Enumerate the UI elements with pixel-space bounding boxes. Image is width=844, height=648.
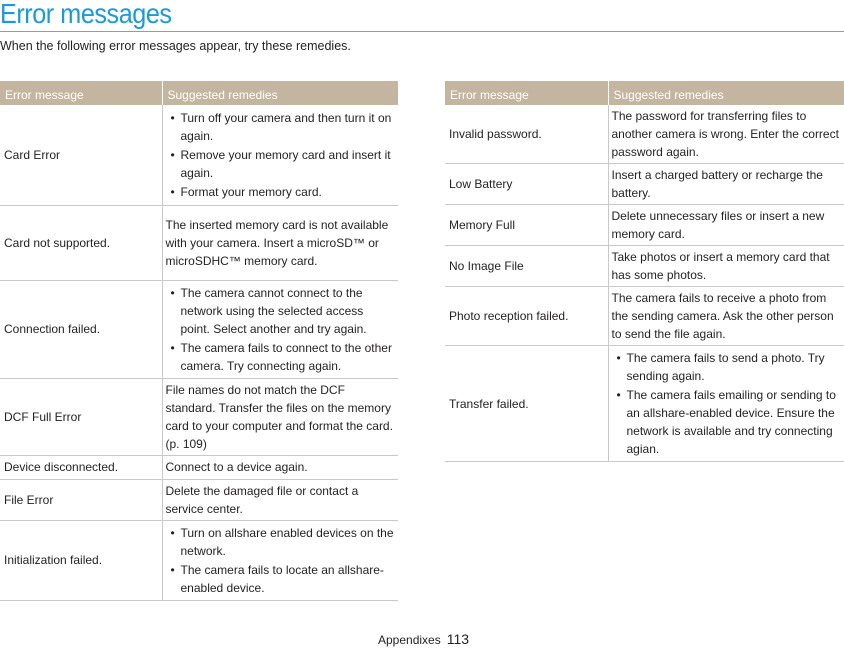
remedy-bullet: • The camera fails to send a photo. Try sending again. <box>612 349 841 385</box>
error-message: Photo reception failed. <box>445 287 608 346</box>
remedy-bullet: • The camera fails to locate an allshare-enabled device. <box>166 561 395 597</box>
suggested-remedy: File names do not match the DCF standard. Transfer the files on the memory card to your computer and format the card. (p. 109) <box>162 378 398 455</box>
error-message: Connection failed. <box>0 280 162 378</box>
table-row <box>0 479 398 520</box>
suggested-remedy <box>162 105 398 205</box>
suggested-remedy: The inserted memory card is not available with your camera. Insert a microSD™ or microSDHC™ memory card. <box>162 205 398 280</box>
page-footer <box>378 631 469 647</box>
error-message: Invalid password. <box>445 105 608 164</box>
error-message: DCF Full Error <box>0 378 162 455</box>
error-message: Low Battery <box>445 164 608 205</box>
suggested-remedy: Connect to a device again. <box>162 455 398 479</box>
error-message: Card Error <box>0 105 162 205</box>
remedy-bullet: • Format your memory card. <box>166 183 395 201</box>
error-message: Card not supported. <box>0 205 162 280</box>
table-row <box>445 246 844 287</box>
error-message: Memory Full <box>445 205 608 246</box>
footer-section-label: Appendixes <box>378 633 441 647</box>
remedy-bullet: • The camera fails emailing or sending to an allshare-enabled device. Ensure the network is available and try connecting agian. <box>612 386 841 458</box>
table-row <box>445 105 844 164</box>
table-row <box>445 346 844 462</box>
col-header-message: Error message <box>0 81 162 105</box>
page-title: Error messages <box>0 0 172 29</box>
suggested-remedy <box>162 280 398 378</box>
table-row <box>0 105 398 205</box>
table-row <box>0 455 398 479</box>
suggested-remedy: The password for transferring files to another camera is wrong. Enter the correct password again. <box>608 105 844 164</box>
table-row <box>0 520 398 600</box>
table-row <box>0 205 398 280</box>
error-message: File Error <box>0 479 162 520</box>
table-header-row <box>445 81 844 105</box>
table-header-row <box>0 81 398 105</box>
error-message: Initialization failed. <box>0 520 162 600</box>
error-table-left <box>0 81 398 601</box>
page-number: 113 <box>446 631 470 647</box>
remedy-bullet: • Remove your memory card and insert it again. <box>166 146 395 182</box>
table-row <box>445 164 844 205</box>
error-message: No Image File <box>445 246 608 287</box>
suggested-remedy: Insert a charged battery or recharge the battery. <box>608 164 844 205</box>
suggested-remedy: Delete the damaged file or contact a service center. <box>162 479 398 520</box>
suggested-remedy: Take photos or insert a memory card that has some photos. <box>608 246 844 287</box>
table-row <box>0 280 398 378</box>
table-row <box>445 287 844 346</box>
suggested-remedy <box>608 346 844 462</box>
remedy-bullet: • The camera cannot connect to the network using the selected access point. Select another and try again. <box>166 284 395 338</box>
col-header-message: Error message <box>445 81 608 105</box>
error-message: Device disconnected. <box>0 455 162 479</box>
error-message: Transfer failed. <box>445 346 608 462</box>
suggested-remedy <box>162 520 398 600</box>
suggested-remedy: Delete unnecessary files or insert a new memory card. <box>608 205 844 246</box>
remedy-bullet: • Turn off your camera and then turn it on again. <box>166 109 395 145</box>
suggested-remedy: The camera fails to receive a photo from the sending camera. Ask the other person to send the file again. <box>608 287 844 346</box>
table-row <box>0 378 398 455</box>
col-header-remedies: Suggested remedies <box>162 81 398 105</box>
table-row <box>445 205 844 246</box>
remedy-bullet: • Turn on allshare enabled devices on the network. <box>166 524 395 560</box>
title-divider <box>0 31 844 32</box>
remedy-bullet: • The camera fails to connect to the other camera. Try connecting again. <box>166 339 395 375</box>
error-table-right <box>445 81 844 462</box>
col-header-remedies: Suggested remedies <box>608 81 844 105</box>
intro-text: When the following error messages appear, try these remedies. <box>0 39 351 53</box>
